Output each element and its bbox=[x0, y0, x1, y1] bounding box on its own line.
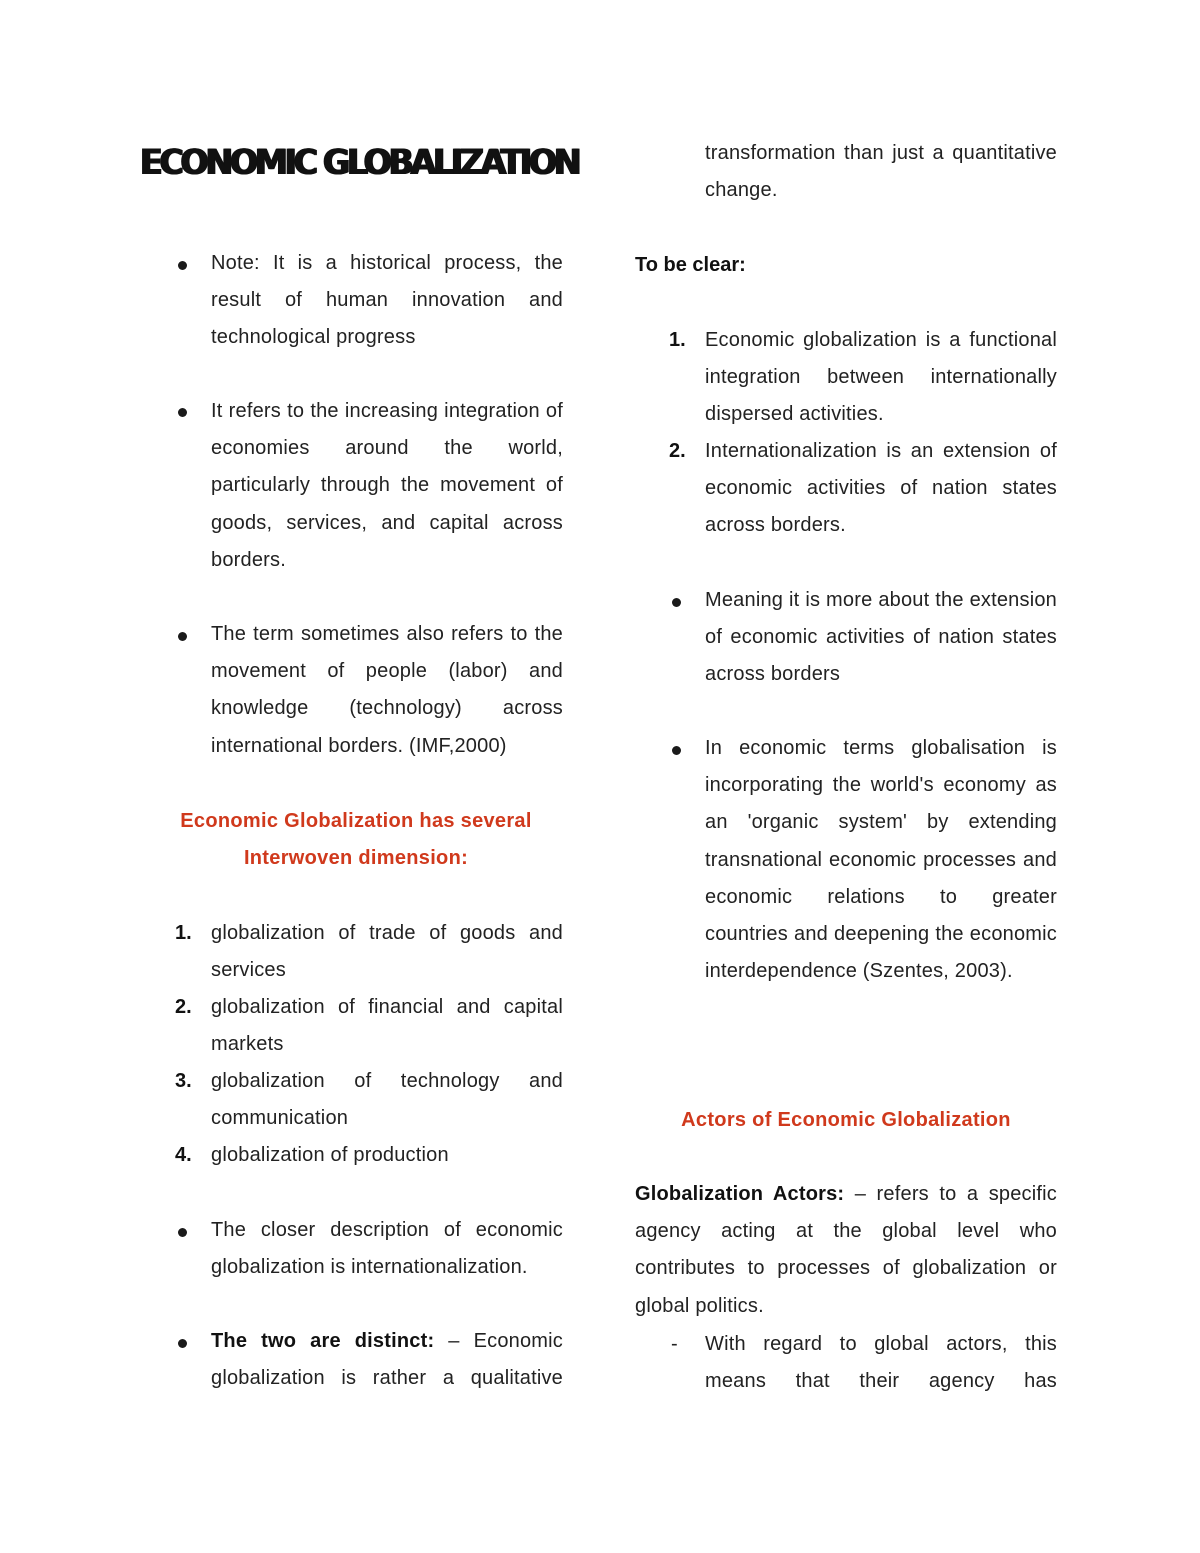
actors-heading: Actors of Economic Globalization bbox=[681, 1109, 1011, 1131]
dash-marker: - bbox=[671, 1333, 678, 1355]
actors-label: Globalization Actors: bbox=[635, 1183, 845, 1205]
distinct-text: – Economic globalization is rather a qualitative bbox=[211, 1330, 563, 1390]
bullet-note: Note: It is a historical process, the result of human innovation and technological progress bbox=[211, 252, 563, 349]
bullet-icon bbox=[178, 1228, 187, 1237]
bullet-icon bbox=[178, 261, 187, 270]
page-title: ECONOMIC GLOBALIZATION bbox=[140, 143, 579, 183]
dimension-item: globalization of trade of goods and services bbox=[211, 922, 563, 982]
bullet-integration: It refers to the increasing integration of economies around the world, particularly through the movement of goods, services, and capital across borders. bbox=[211, 400, 563, 571]
distinct-label: The two are distinct: bbox=[211, 1330, 435, 1352]
global-actors-text: With regard to global actors, this means that their agency has bbox=[705, 1333, 1057, 1393]
bullet-term: The term sometimes also refers to the movement of people (labor) and knowledge (technology) across international borders. (IMF,2000) bbox=[211, 623, 563, 757]
dimension-item: globalization of technology and communication bbox=[211, 1070, 563, 1130]
list-number: 2. bbox=[669, 440, 686, 462]
bullet-icon bbox=[672, 746, 681, 755]
dimensions-heading-line2: Interwoven dimension: bbox=[243, 847, 469, 869]
bullet-icon bbox=[178, 408, 187, 417]
list-number: 2. bbox=[175, 996, 192, 1018]
clear-item: Economic globalization is a functional integration between internationally dispersed activities. bbox=[705, 329, 1057, 426]
actors-definition bbox=[635, 1176, 1057, 1325]
clear-item: Internationalization is an extension of economic activities of nation states across borders. bbox=[705, 440, 1057, 537]
dimensions-heading-line1: Economic Globalization has several bbox=[180, 810, 532, 832]
dimension-item: globalization of production bbox=[211, 1144, 449, 1166]
actors-text: – refers to a specific agency acting at the global level who contributes to processes of globalization or global politics. bbox=[635, 1183, 1057, 1317]
dimension-item: globalization of financial and capital markets bbox=[211, 996, 563, 1056]
list-number: 1. bbox=[175, 922, 192, 944]
continuation-text: transformation than just a quantitative change. bbox=[705, 142, 1057, 202]
bullet-icon bbox=[178, 632, 187, 641]
bullet-economic-terms: In economic terms globalisation is incorporating the world's economy as an 'organic system' by extending transnational economic processes and economic relations to greater countries and deepening the economic interdependence (Szentes, 2003). bbox=[705, 737, 1057, 983]
list-number: 4. bbox=[175, 1144, 192, 1166]
bullet-closer-description: The closer description of economic globalization is internationalization. bbox=[211, 1219, 563, 1279]
list-number: 3. bbox=[175, 1070, 192, 1092]
bullet-distinct bbox=[211, 1323, 563, 1397]
list-number: 1. bbox=[669, 329, 686, 351]
to-be-clear-heading: To be clear: bbox=[635, 254, 746, 276]
bullet-meaning: Meaning it is more about the extension of economic activities of nation states across borders bbox=[705, 589, 1057, 686]
bullet-icon bbox=[672, 598, 681, 607]
bullet-icon bbox=[178, 1339, 187, 1348]
